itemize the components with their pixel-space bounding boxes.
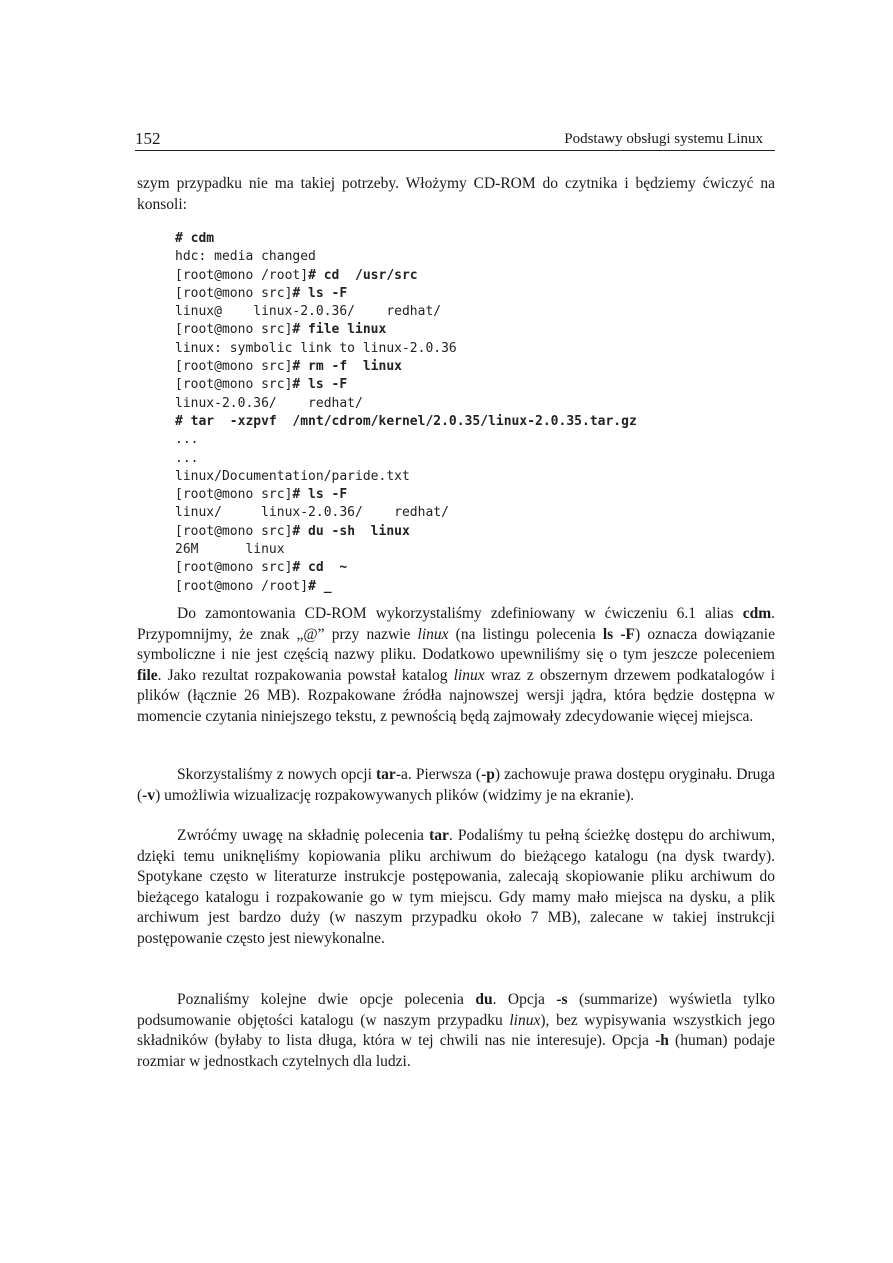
text-run: linux-2.0.36/ redhat/ — [175, 395, 363, 411]
text-run: Poznaliśmy kolejne dwie opcje polecenia — [177, 991, 476, 1008]
console-line — [175, 541, 765, 559]
text-run: ) zachowuje prawa dostępu oryginału. Druga ( — [137, 766, 776, 804]
text-run: . Podaliśmy tu pełną ścieżkę dostępu do archiwum, dzięki temu uniknęliśmy kopiowania pliku archiwum do bieżącego katalogu (na dysk twardy). Spotykane często w literaturze instrukcje postępowania, zalecają skopiowanie pliku archiwum do bieżącego katalogu i rozpakowanie go w tym miejscu. Gdy mamy mało miejsca na dysku, a plik archiwum jest bardzo duży (w naszym przypadku około 7 MB), zalecane w takiej instrukcji postępowanie często jest niewykonalne. — [137, 827, 775, 947]
text-run: [root@mono src] — [175, 523, 293, 539]
text-run: linux@ linux-2.0.36/ redhat/ — [175, 304, 442, 320]
text-run: Zwróćmy uwagę na składnię polecenia — [177, 827, 430, 844]
console-line — [175, 321, 765, 339]
italic-text: linux — [453, 666, 485, 684]
console-line — [175, 468, 765, 486]
bold-text: -v — [142, 786, 156, 804]
console-line — [175, 431, 765, 449]
text-run: (summarize) wyświetla tylko podsumowanie objętości katalogu (w naszym przypadku — [137, 991, 776, 1029]
console-line — [175, 486, 765, 504]
console-line — [175, 504, 765, 522]
page-header — [135, 130, 775, 151]
bold-text: # cd ~ — [292, 560, 348, 576]
text-run: linux/ linux-2.0.36/ redhat/ — [175, 505, 449, 521]
bold-text: cdm — [742, 605, 772, 622]
bold-text: # ls -F — [292, 285, 348, 301]
text-run: [root@mono src] — [175, 377, 293, 393]
text-run: Do zamontowania CD-ROM wykorzystaliśmy zdefiniowany w ćwiczeniu 6.1 alias — [177, 605, 743, 622]
text-run: ) oznacza dowiązanie symboliczne i nie jest częścią nazwy pliku. Dodatkowo upewniliśmy się o tym jeszcze poleceniem — [137, 625, 775, 663]
console-line — [175, 340, 765, 358]
text-run: [root@mono src] — [175, 322, 293, 338]
text-run: ... — [175, 432, 199, 448]
text-run: . Opcja — [492, 991, 557, 1008]
text-run: (human) podaje rozmiar w jednostkach czytelnych dla ludzi. — [137, 1032, 776, 1070]
bold-text: # rm -f linux — [292, 359, 402, 375]
bold-text: # — [175, 231, 191, 246]
text-run: [root@mono src] — [175, 560, 293, 576]
text-run: -a. Pierwsza ( — [395, 766, 482, 783]
bold-text: tar — [429, 827, 449, 844]
text-run: hdc: media changed — [175, 249, 316, 265]
bold-text: cdm — [190, 231, 215, 246]
console-line — [175, 230, 765, 248]
italic-text: linux — [509, 1011, 541, 1029]
paragraph — [137, 826, 775, 949]
text-run: Skorzystaliśmy z nowych opcji — [177, 766, 377, 783]
console-line — [175, 523, 765, 541]
bold-text: # file linux — [292, 322, 387, 338]
text-run: (na listingu polecenia — [448, 625, 603, 643]
console-line — [175, 267, 765, 285]
page-number: 152 — [135, 129, 161, 148]
bold-text: # ls -F — [292, 377, 348, 393]
text-run: . Przypomnijmy, że znak „@” przy nazwie — [137, 605, 775, 643]
console-listing — [175, 230, 765, 596]
bold-text: -s — [556, 991, 568, 1008]
text-run: ) umożliwia wizualizację rozpakowywanych plików (widzimy je na ekranie). — [155, 786, 635, 804]
bold-text: # tar -xzpvf /mnt/cdrom/kernel/2.0.35/linux-2.0.35.tar.gz — [175, 413, 637, 429]
bold-text: -h — [655, 1032, 669, 1049]
text-run: [root@mono src] — [175, 359, 293, 375]
text-run: linux/Documentation/paride.txt — [175, 468, 410, 484]
text-run: ), bez wypisywania wszystkich jego składników (byłaby to lista długa, która w tej chwili nas nie interesuje). Opcja — [137, 1011, 775, 1049]
intro-paragraph: szym przypadku nie ma takiej potrzeby. Włożymy CD-ROM do czytnika i będziemy ćwiczyć na konsoli: — [137, 175, 775, 213]
bold-text: file — [137, 666, 158, 684]
bold-text: # ls -F — [292, 487, 348, 503]
console-line — [175, 413, 765, 431]
text-run: [root@mono /root] — [175, 578, 309, 594]
console-line — [175, 395, 765, 413]
console-line — [175, 559, 765, 577]
console-line — [175, 248, 765, 266]
text-run: 26M linux — [175, 542, 285, 558]
bold-text: # cd /usr/src — [308, 267, 418, 283]
text-run: [root@mono src] — [175, 285, 293, 301]
italic-text: linux — [417, 625, 449, 643]
text-run: [root@mono /root] — [175, 267, 309, 283]
console-line — [175, 358, 765, 376]
console-line — [175, 578, 765, 596]
text-run: wraz z obszernym drzewem podkatalogów i plików (łącznie 26 MB). Rozpakowane źródła najnowszej wersji jądra, która będzie dostępna w momencie czytania niniejszego tekstu, z pewnością będą zajmowały zdecydowanie więcej miejsca. — [137, 666, 775, 725]
bold-text: tar — [376, 766, 396, 783]
bold-text: -p — [481, 766, 495, 783]
console-line — [175, 376, 765, 394]
console-line — [175, 303, 765, 321]
text-run: . Jako rezultat rozpakowania powstał katalog — [157, 666, 454, 684]
paragraph — [137, 990, 775, 1072]
running-title: Podstawy obsługi systemu Linux — [564, 131, 763, 147]
paragraph — [137, 604, 775, 727]
bold-text: # _ — [308, 578, 332, 594]
console-line — [175, 285, 765, 303]
paragraph — [137, 765, 775, 806]
bold-text: du — [475, 991, 493, 1008]
text-run: ... — [175, 450, 199, 466]
text-run: linux: symbolic link to linux-2.0.36 — [175, 340, 457, 356]
text-run: [root@mono src] — [175, 487, 293, 503]
bold-text: # du -sh linux — [292, 523, 410, 539]
bold-text: ls -F — [602, 625, 636, 643]
console-line — [175, 450, 765, 468]
